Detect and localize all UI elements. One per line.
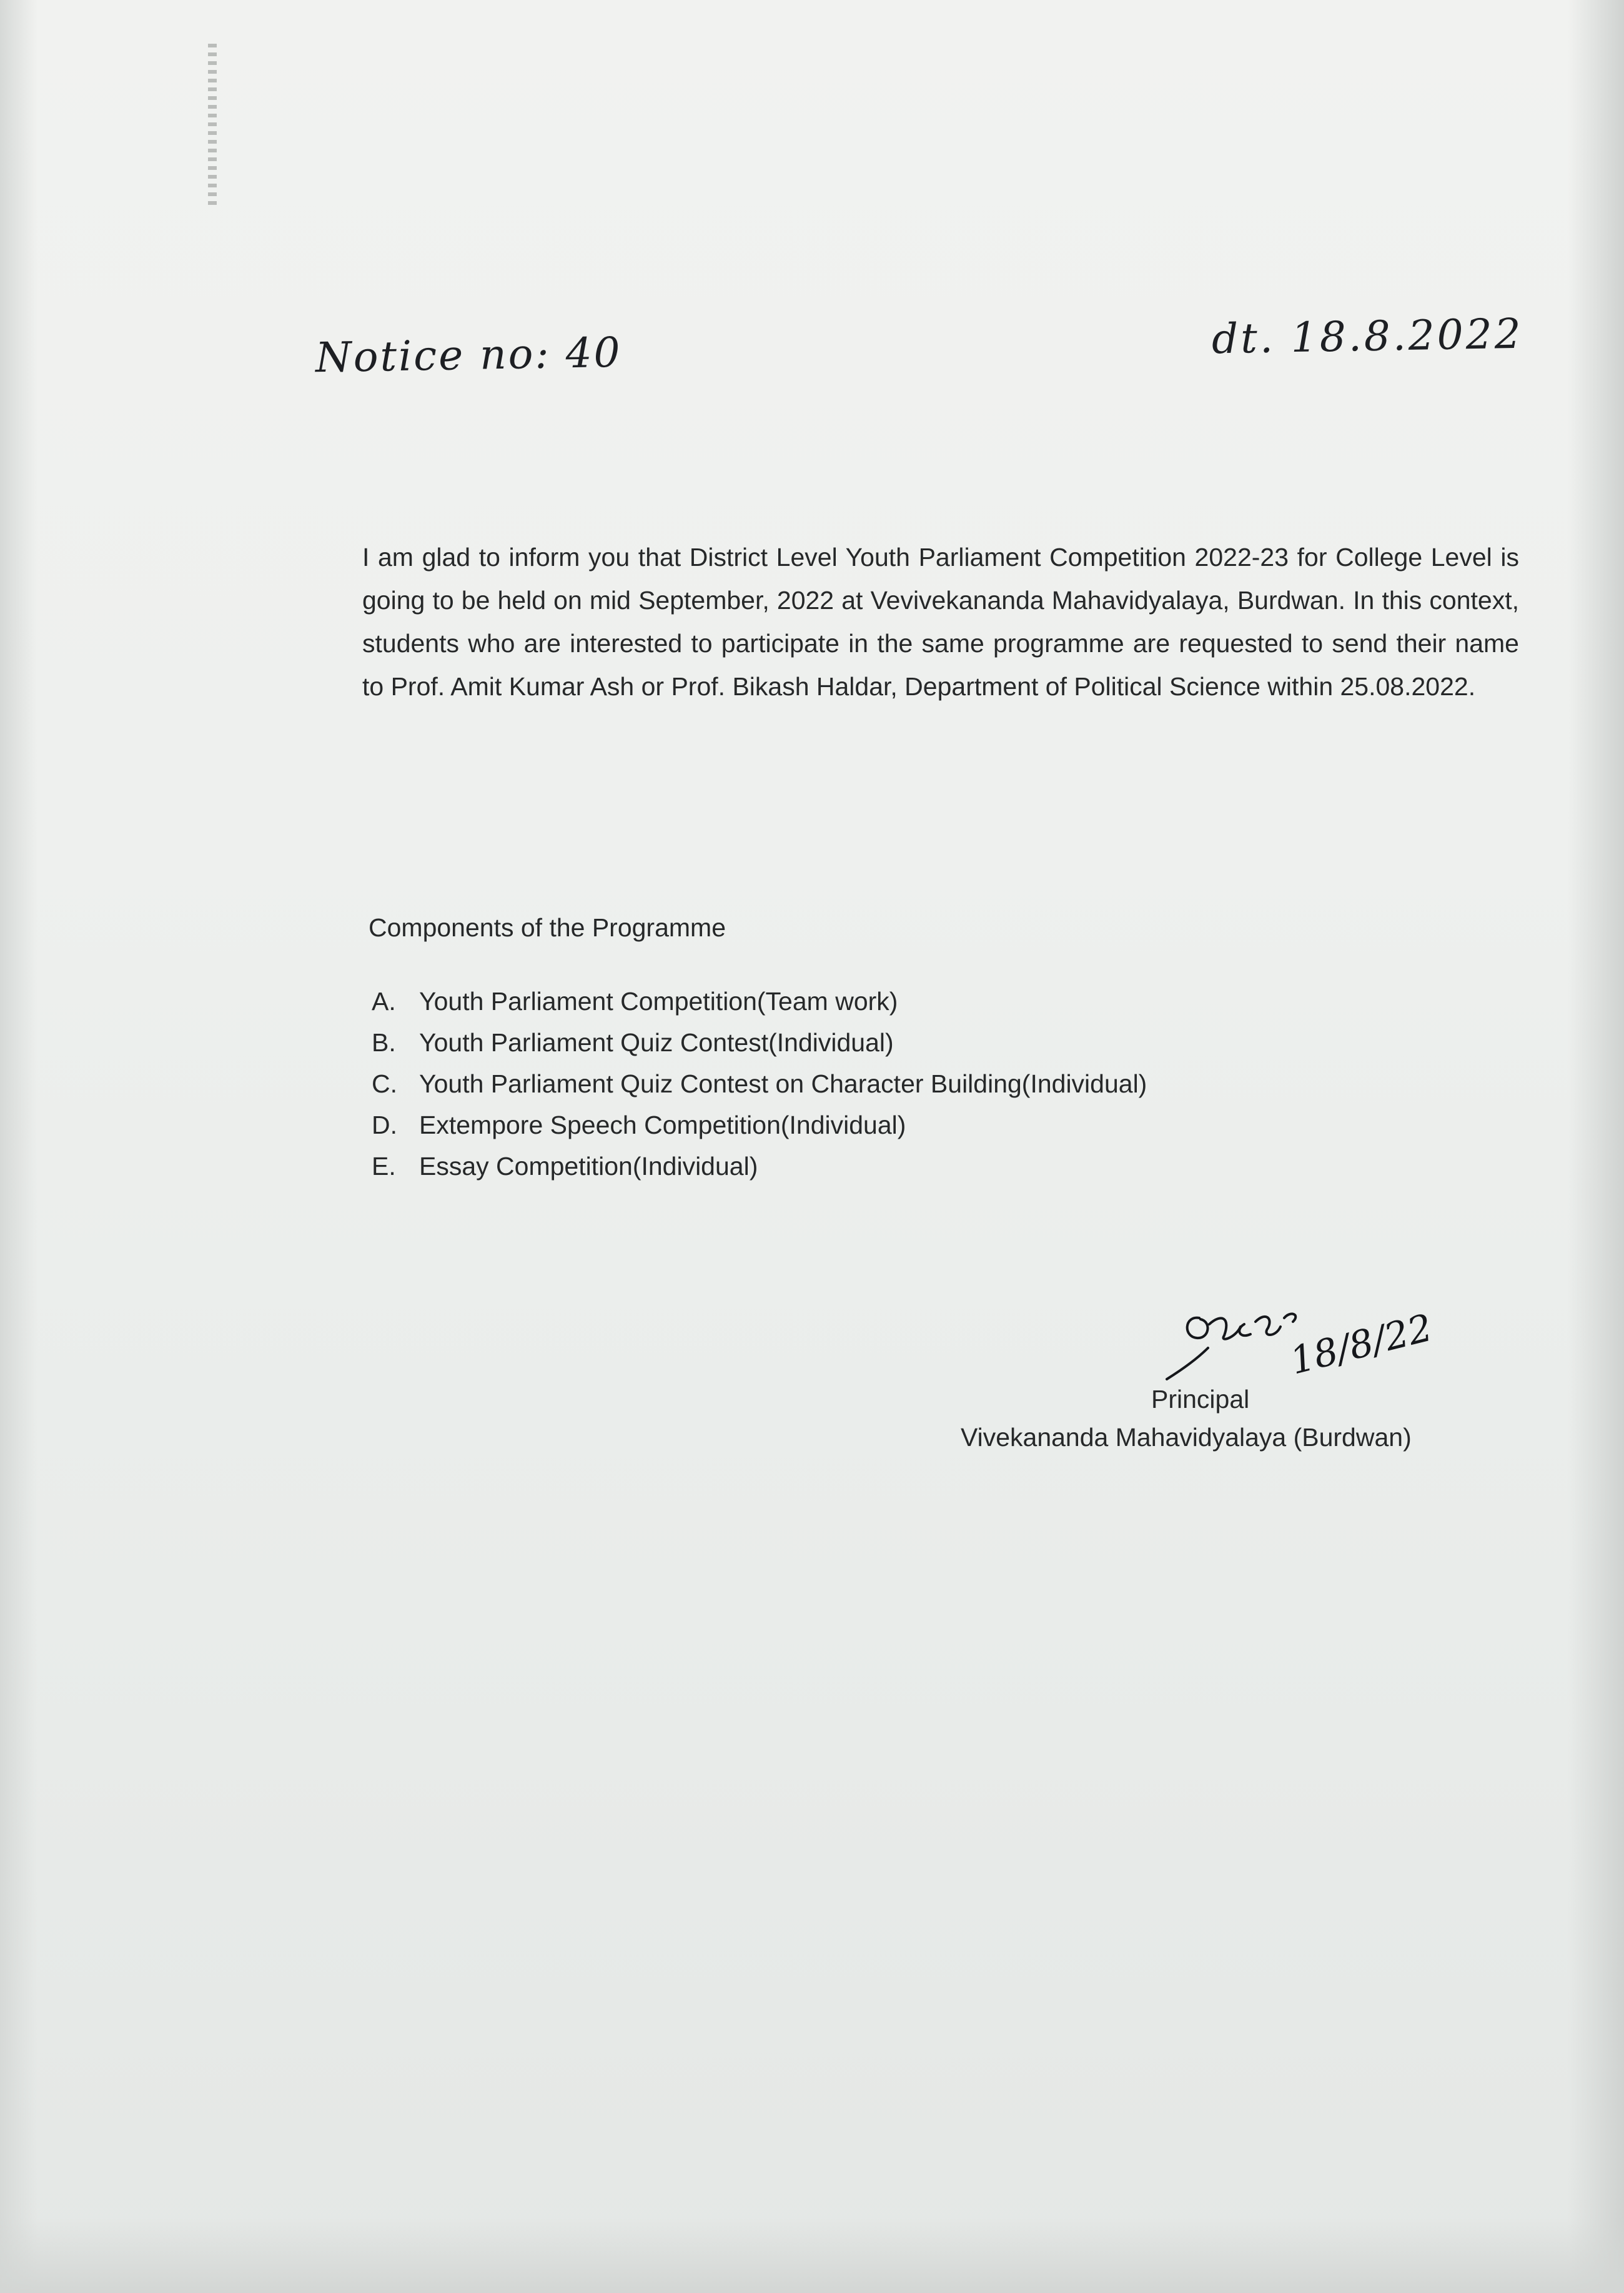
list-item-text: Extempore Speech Competition(Individual) (419, 1111, 906, 1139)
signatory-title: Principal (1151, 1385, 1250, 1414)
list-item-marker: B. (372, 1028, 396, 1057)
list-item-marker: D. (372, 1111, 397, 1139)
list-item (372, 1146, 1147, 1187)
page-shadow-right (1568, 0, 1624, 2293)
list-item-marker: A. (372, 987, 396, 1016)
signature-stroke (1167, 1314, 1295, 1379)
list-item-text: Youth Parliament Quiz Contest(Individual) (419, 1028, 894, 1057)
staple-mark (208, 44, 217, 206)
components-list (372, 981, 1147, 1187)
list-item (372, 981, 1147, 1022)
page-shadow-left (0, 0, 37, 2293)
notice-body: I am glad to inform you that District Level Youth Parliament Competition 2022-23 for College Level is going to be held on mid September, 2022 at Vevivekananda Mahavidyalaya, Burdwan. In this context, students who are interested to participate in the same programme are requested to send their name to Prof. Amit Kumar Ash or Prof. Bikash Haldar, Department of Political Science within 25.08.2022. (362, 543, 1519, 701)
list-item-text: Youth Parliament Quiz Contest on Character Building(Individual) (419, 1069, 1147, 1098)
signatory-institution: Vivekananda Mahavidyalaya (Burdwan) (961, 1423, 1412, 1452)
list-item-text: Youth Parliament Competition(Team work) (419, 987, 898, 1016)
components-heading: Components of the Programme (369, 913, 726, 942)
page-shadow-bottom (0, 2218, 1624, 2293)
notice-date: dt. 18.8.2022 (1211, 309, 1524, 364)
list-item (372, 1063, 1147, 1104)
list-item (372, 1022, 1147, 1063)
list-item-text: Essay Competition(Individual) (419, 1152, 758, 1181)
notice-number: Notice no: 40 (315, 328, 623, 382)
signature-date: 18/8/22 (1285, 1305, 1437, 1384)
list-item-marker: E. (372, 1152, 396, 1181)
list-item-marker: C. (372, 1069, 397, 1098)
list-item (372, 1104, 1147, 1146)
